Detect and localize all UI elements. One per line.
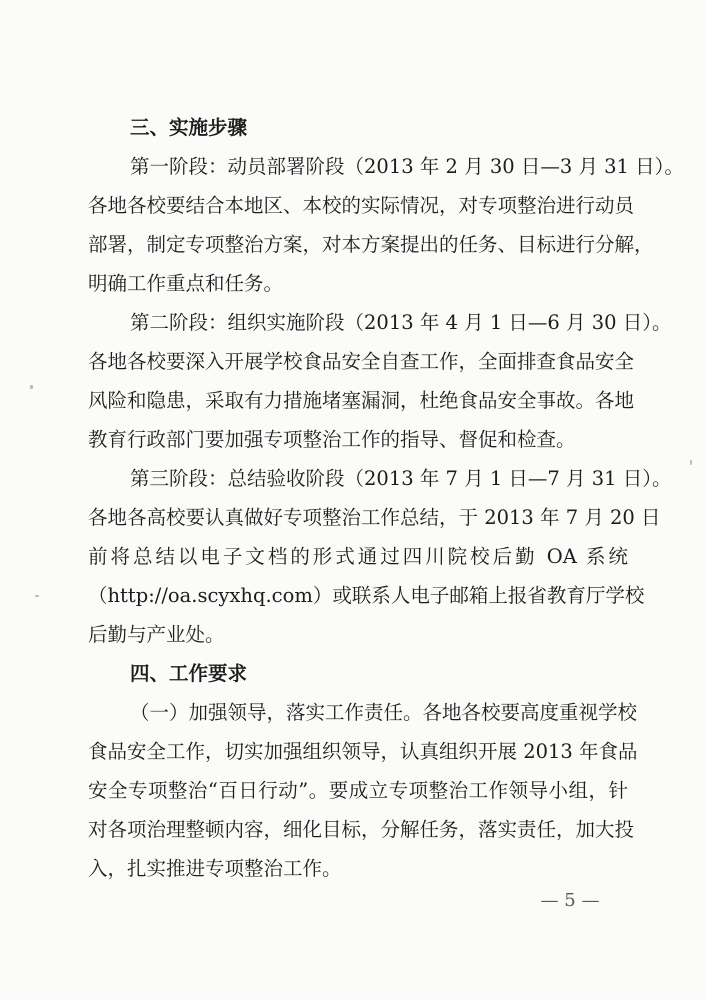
paragraph-line: （一）加强领导，落实工作责任。各地各校要高度重视学校 <box>130 701 638 724</box>
section-heading-implementation-steps: 三、实施步骤 <box>130 116 248 139</box>
paragraph-line: 后勤与产业处。 <box>88 623 225 646</box>
paragraph-line: 明确工作重点和任务。 <box>88 272 284 295</box>
paragraph-line: （http://oa.scyxhq.com）或联系人电子邮箱上报省教育厅学校 <box>88 584 645 607</box>
paragraph-line: 第二阶段：组织实施阶段（2013 年 4 月 1 日—6 月 30 日）。 <box>130 311 672 334</box>
paragraph-line: 对各项治理整顿内容，细化目标，分解任务，落实责任，加大投 <box>88 818 635 841</box>
section-heading-work-requirements: 四、工作要求 <box>130 662 248 685</box>
paragraph-line: 各地各校要结合本地区、本校的实际情况，对专项整治进行动员 <box>88 194 635 217</box>
paragraph-line: 部署，制定专项整治方案，对本方案提出的任务、目标进行分解， <box>88 233 654 256</box>
paragraph-line: 各地各校要深入开展学校食品安全自查工作，全面排查食品安全 <box>88 350 635 373</box>
paragraph-line: 教育行政部门要加强专项整治工作的指导、督促和检查。 <box>88 428 576 451</box>
paragraph-line: 安全专项整治“百日行动”。要成立专项整治工作领导小组，针 <box>88 779 628 802</box>
scan-speck <box>35 595 39 597</box>
paragraph-line: 各地各高校要认真做好专项整治工作总结，于 2013 年 7 月 20 日 <box>88 506 661 529</box>
page-number: — 5 — <box>540 890 600 911</box>
paragraph-line: 第一阶段：动员部署阶段（2013 年 2 月 30 日—3 月 31 日）。 <box>130 155 684 178</box>
paragraph-line: 第三阶段：总结验收阶段（2013 年 7 月 1 日—7 月 31 日）。 <box>130 467 672 490</box>
scan-speck <box>30 385 33 389</box>
scan-speck <box>690 460 692 465</box>
paragraph-line: 食品安全工作，切实加强组织领导，认真组织开展 2013 年食品 <box>88 740 638 763</box>
paragraph-line: 风险和隐患，采取有力措施堵塞漏洞，杜绝食品安全事故。各地 <box>88 389 635 412</box>
paragraph-line: 前将总结以电子文档的形式通过四川院校后勤 OA 系统 <box>88 545 628 568</box>
paragraph-line: 入，扎实推进专项整治工作。 <box>88 857 342 880</box>
